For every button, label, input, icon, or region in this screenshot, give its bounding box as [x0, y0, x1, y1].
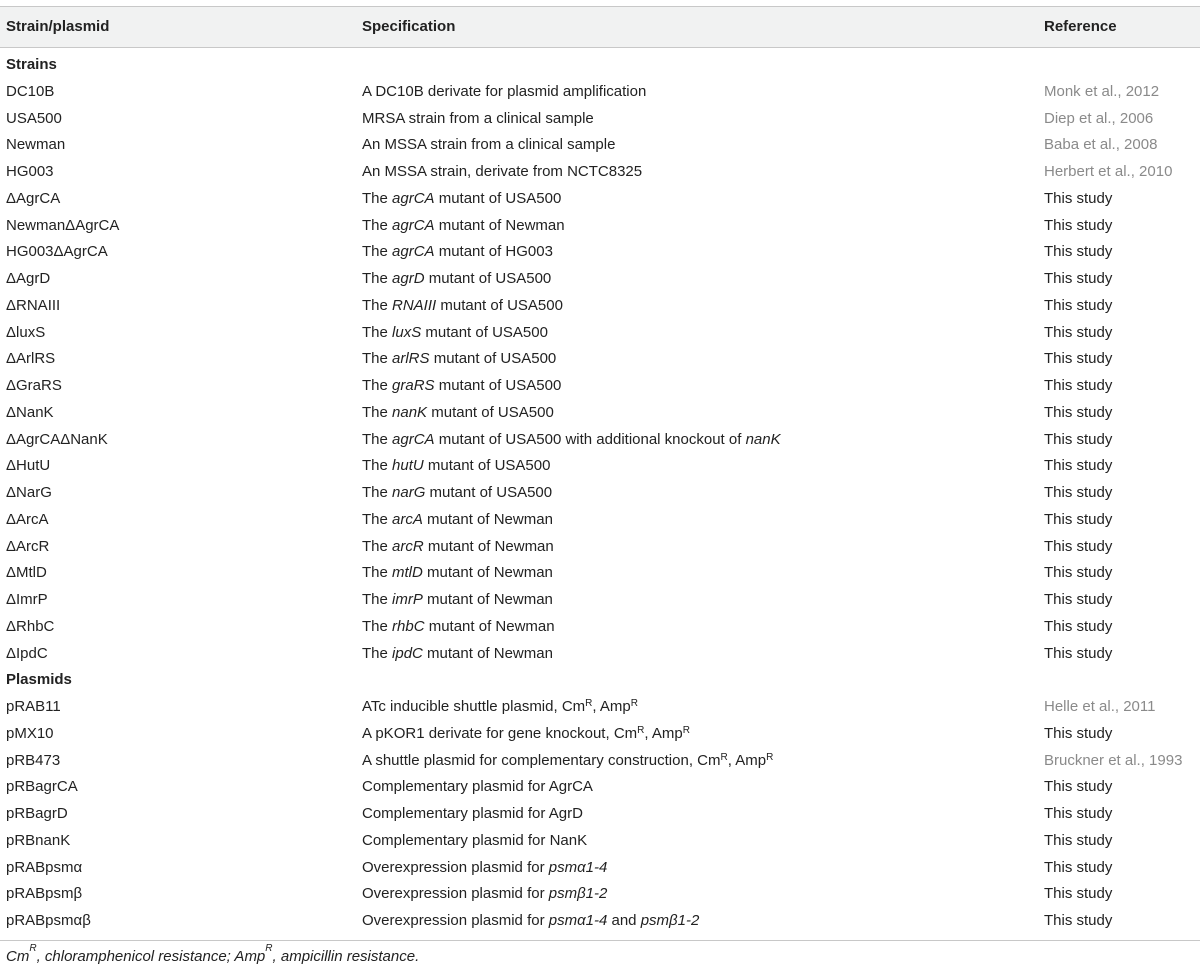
table-row [0, 400, 1200, 427]
table-row [0, 560, 1200, 587]
row-name: ΔImrP [6, 591, 48, 608]
row-reference: This study [1044, 430, 1113, 448]
gene-name: agrCA [392, 216, 435, 234]
gene-name: arlRS [392, 350, 430, 368]
header-specification: Specification [362, 18, 456, 35]
row-specification: The arlRS mutant of USA500 [362, 350, 557, 368]
header-strain-plasmid: Strain/plasmid [6, 18, 110, 35]
row-name: ΔNanK [6, 403, 54, 421]
table-row [0, 106, 1200, 133]
row-reference: This study [1044, 270, 1113, 287]
row-specification: The imrP mutant of Newman [362, 591, 553, 608]
table-row [0, 507, 1200, 534]
gene-name: agrCA [392, 243, 435, 261]
gene-name: arcA [392, 510, 423, 528]
row-name: pRBnanK [6, 831, 71, 849]
table-row [0, 320, 1200, 347]
row-specification: The arcA mutant of Newman [362, 510, 553, 528]
row-name: Newman [6, 136, 66, 154]
row-reference: This study [1044, 323, 1113, 341]
row-specification: ATc inducible shuttle plasmid, $Cm^R$, Amp$^R$ [362, 698, 638, 715]
row-name: ΔAgrCAΔNanK [6, 430, 108, 448]
row-specification: MRSA strain from a clinical sample [362, 109, 594, 127]
table-row [0, 855, 1200, 882]
row-specification: Overexpression plasmid for psmα1-4 [362, 858, 608, 876]
gene-name: psmα1-4 [548, 912, 608, 929]
row-specification: An MSSA strain from a clinical sample [362, 136, 616, 154]
table-row [0, 694, 1200, 721]
row-specification: The rhbC mutant of Newman [362, 617, 555, 635]
table-row [0, 213, 1200, 240]
row-specification: Complementary plasmid for NanK [362, 831, 588, 849]
row-name: pRABpsmβ [6, 885, 83, 903]
table-row [0, 239, 1200, 266]
row-reference: This study [1044, 457, 1113, 475]
row-name: ΔluxS [6, 323, 46, 341]
row-reference: This study [1044, 296, 1113, 314]
gene-name: hutU [392, 457, 424, 475]
table-header [0, 6, 1200, 48]
gene-name: rhbC [392, 617, 425, 635]
row-reference: This study [1044, 778, 1113, 796]
gene-name: psmβ1-2 [640, 912, 700, 929]
table-row [0, 159, 1200, 186]
row-specification: A pKOR1 derivate for gene knockout, $Cm^R$, Amp$^R$ [362, 724, 690, 742]
row-reference: This study [1044, 564, 1113, 582]
row-name: ΔMtlD [6, 564, 47, 582]
gene-name: psmβ1-2 [548, 885, 608, 903]
row-specification: The luxS mutant of USA500 [362, 323, 548, 341]
table-row [0, 79, 1200, 106]
row-name: USA500 [6, 109, 62, 127]
table-row [0, 346, 1200, 373]
row-specification: The RNAIII mutant of USA500 [362, 296, 563, 314]
table-row [0, 908, 1200, 935]
row-specification: The agrCA mutant of Newman [362, 216, 565, 234]
row-reference: This study [1044, 403, 1113, 421]
gene-name: imrP [392, 591, 423, 608]
row-name: ΔRNAIII [6, 296, 61, 314]
row-specification: Complementary plasmid for AgrD [362, 805, 583, 822]
row-reference[interactable]: Diep et al., 2006 [1044, 109, 1154, 127]
gene-name: psmα1-4 [548, 858, 608, 876]
gene-name: agrCA [392, 189, 435, 207]
row-reference[interactable]: Herbert et al., 2010 [1044, 163, 1173, 180]
gene-name: graRS [392, 377, 435, 394]
table-row [0, 132, 1200, 159]
row-specification: An MSSA strain, derivate from NCTC8325 [362, 163, 643, 180]
row-reference: This study [1044, 831, 1113, 849]
table-row [0, 373, 1200, 400]
row-reference[interactable]: Baba et al., 2008 [1044, 136, 1158, 154]
row-reference: This study [1044, 591, 1113, 608]
row-reference[interactable]: Bruckner et al., 1993 [1044, 751, 1183, 769]
row-specification: A shuttle plasmid for complementary construction, $Cm^R$, Amp$^R$ [362, 751, 774, 769]
table-row [0, 480, 1200, 507]
gene-name: luxS [392, 323, 422, 341]
row-specification: The arcR mutant of Newman [362, 537, 554, 555]
table-row [0, 748, 1200, 775]
table-row [0, 453, 1200, 480]
row-name: ΔArlRS [6, 350, 56, 368]
gene-name: nanK [392, 403, 428, 421]
row-name: ΔArcA [6, 510, 49, 528]
row-name: HG003 [6, 163, 54, 180]
row-name: NewmanΔAgrCA [6, 216, 120, 234]
row-name: ΔHutU [6, 457, 51, 475]
row-name: ΔIpdC [6, 644, 48, 662]
row-reference: This study [1044, 805, 1113, 822]
table-row [0, 774, 1200, 801]
section-row [0, 667, 1200, 694]
gene-name: arcR [392, 537, 424, 555]
row-specification: Overexpression plasmid for psmα1-4 and psmβ1-2 [362, 912, 700, 929]
table-row [0, 881, 1200, 908]
row-specification: A DC10B derivate for plasmid amplification [362, 82, 647, 100]
row-name: ΔNarG [6, 484, 52, 501]
row-name: pMX10 [6, 724, 54, 742]
row-reference: This study [1044, 216, 1113, 234]
row-name: ΔAgrCA [6, 189, 61, 207]
row-specification: The ipdC mutant of Newman [362, 644, 553, 662]
row-reference: This study [1044, 885, 1113, 903]
gene-name: narG [392, 484, 426, 501]
row-name: ΔGraRS [6, 377, 62, 394]
row-name: pRAB11 [6, 698, 61, 715]
row-name: pRB473 [6, 751, 61, 769]
row-specification: Complementary plasmid for AgrCA [362, 778, 593, 796]
row-reference: This study [1044, 377, 1113, 394]
row-specification: The hutU mutant of USA500 [362, 457, 551, 475]
gene-name: agrCA [392, 430, 435, 448]
section-label: Plasmids [6, 671, 72, 689]
row-reference: This study [1044, 644, 1113, 662]
table-row [0, 614, 1200, 641]
row-specification: The agrCA mutant of USA500 [362, 189, 562, 207]
row-reference: This study [1044, 350, 1113, 368]
row-name: ΔArcR [6, 537, 50, 555]
gene-name: nanK [745, 430, 781, 448]
row-name: ΔAgrD [6, 270, 51, 287]
row-reference: This study [1044, 617, 1113, 635]
row-reference[interactable]: Helle et al., 2011 [1044, 698, 1156, 715]
row-name: pRBagrD [6, 805, 68, 822]
row-reference: This study [1044, 510, 1113, 528]
row-name: ΔRhbC [6, 617, 55, 635]
table-row [0, 266, 1200, 293]
row-reference[interactable]: Monk et al., 2012 [1044, 82, 1160, 100]
row-specification: The agrCA mutant of HG003 [362, 243, 553, 261]
row-name: pRABpsmα [6, 858, 83, 876]
row-specification: The narG mutant of USA500 [362, 484, 553, 501]
table-row [0, 186, 1200, 213]
table-row [0, 721, 1200, 748]
row-specification: The graRS mutant of USA500 [362, 377, 562, 394]
row-reference: This study [1044, 243, 1113, 261]
row-reference: This study [1044, 484, 1113, 501]
table-row [0, 427, 1200, 454]
row-specification: The agrD mutant of USA500 [362, 270, 552, 287]
row-reference: This study [1044, 189, 1113, 207]
row-name: DC10B [6, 82, 55, 100]
table-row [0, 641, 1200, 668]
gene-name: mtlD [392, 564, 423, 582]
table-row [0, 534, 1200, 561]
row-reference: This study [1044, 858, 1113, 876]
section-row [0, 52, 1200, 79]
header-reference: Reference [1044, 18, 1117, 35]
row-name: pRABpsmαβ [6, 912, 91, 929]
table-row [0, 587, 1200, 614]
row-specification: The mtlD mutant of Newman [362, 564, 553, 582]
table-row [0, 801, 1200, 828]
gene-name: RNAIII [392, 296, 437, 314]
gene-name: ipdC [392, 644, 423, 662]
table-row [0, 293, 1200, 320]
table-bottom-rule [0, 940, 1200, 941]
row-specification: Overexpression plasmid for psmβ1-2 [362, 885, 608, 903]
table-footnote: $Cm^R$, chloramphenicol resistance; Amp$^R$, ampicillin resistance. [6, 943, 420, 965]
gene-name: agrD [392, 270, 425, 287]
row-reference: This study [1044, 912, 1113, 929]
table-row [0, 828, 1200, 855]
row-name: HG003ΔAgrCA [6, 243, 108, 261]
row-reference: This study [1044, 724, 1113, 742]
row-reference: This study [1044, 537, 1113, 555]
section-label: Strains [6, 56, 57, 73]
row-name: pRBagrCA [6, 778, 78, 796]
row-specification: The nanK mutant of USA500 [362, 403, 554, 421]
row-specification: The agrCA mutant of USA500 with additional knockout of nanK [362, 430, 781, 448]
